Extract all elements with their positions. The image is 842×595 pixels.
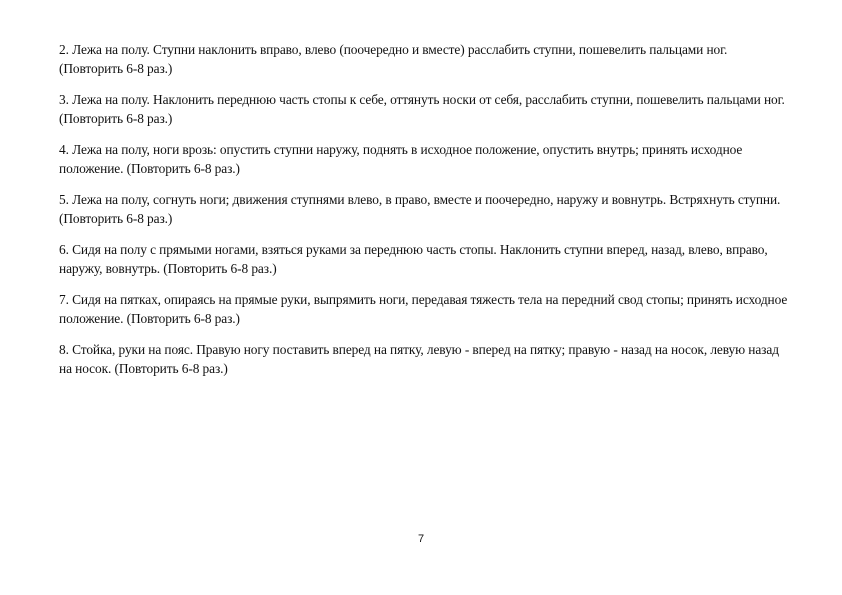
exercise-item-3: 3. Лежа на полу. Наклонить переднюю часть стопы к себе, оттянуть носки от себя, расслабить ступни, пошевелить пальцами ног. (Повторить 6-8 раз.) (59, 92, 785, 126)
exercise-list (59, 40, 789, 390)
exercise-item-8: 8. Стойка, руки на пояс. Правую ногу поставить вперед на пятку, левую - вперед на пятку; правую - назад на носок, левую назад на носок. (Повторить 6-8 раз.) (59, 342, 779, 376)
exercise-item-6: 6. Сидя на полу с прямыми ногами, взяться руками за переднюю часть стопы. Наклонить ступни вперед, назад, влево, вправо, наружу, вовнутрь. (Повторить 6-8 раз.) (59, 242, 768, 276)
exercise-item-5: 5. Лежа на полу, согнуть ноги; движения ступнями влево, в право, вместе и поочередно, наружу и вовнутрь. Встряхнуть ступни. (Повторить 6-8 раз.) (59, 192, 781, 226)
page-number: 7 (417, 533, 425, 545)
exercise-item-4: 4. Лежа на полу, ноги врозь: опустить ступни наружу, поднять в исходное положение, опустить внутрь; принять исходное положение. (Повторить 6-8 раз.) (59, 142, 743, 176)
exercise-item-2: 2. Лежа на полу. Ступни наклонить вправо, влево (поочередно и вместе) расслабить ступни, пошевелить пальцами ног. (Повторить 6-8 раз.) (59, 42, 728, 76)
exercise-item-7: 7. Сидя на пятках, опираясь на прямые руки, выпрямить ноги, передавая тяжесть тела на передний свод стопы; принять исходное положение. (Повторить 6-8 раз.) (59, 292, 788, 326)
